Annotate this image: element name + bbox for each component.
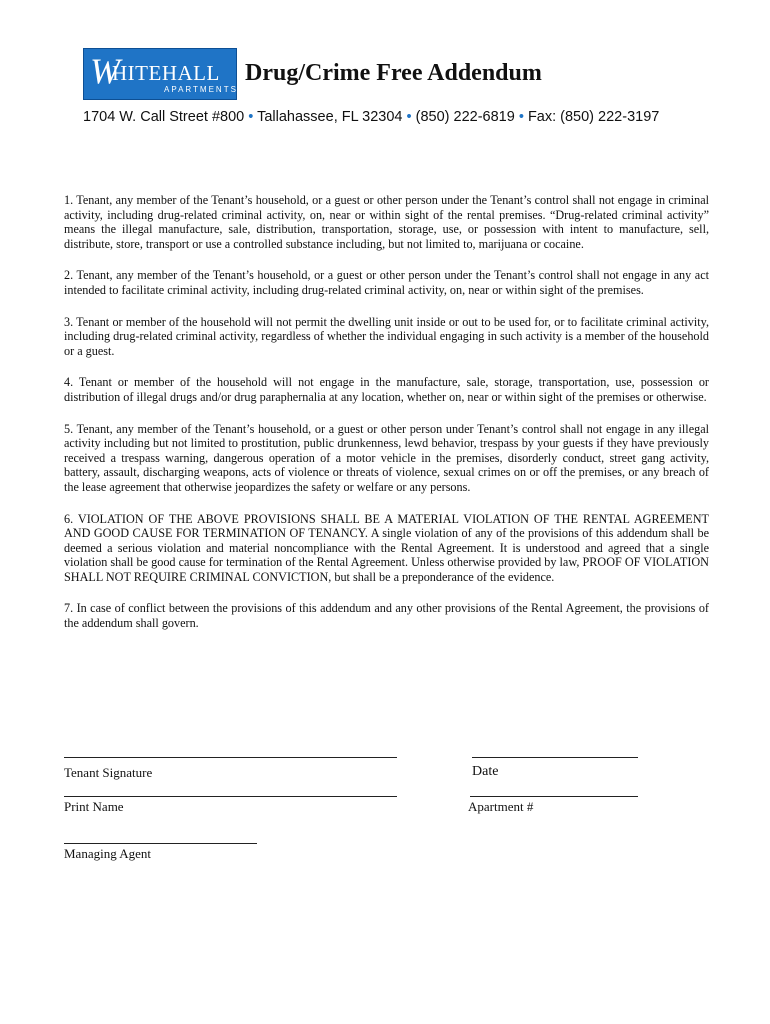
- clause-6: 6. VIOLATION OF THE ABOVE PROVISIONS SHALL BE A MATERIAL VIOLATION OF THE RENTAL AGREEMENT AND GOOD CAUSE FOR TERMINATION OF TENANCY. A single violation of any of the provisions of this addendum shall be deemed a serious violation and material noncompliance with the Rental Agreement. It is understood and agreed that a single violation shall be good cause for termination of the Rental Agreement. Unless otherwise provided by law, PROOF OF VIOLATION SHALL NOT REQUIRE CRIMINAL CONVICTION, but shall be a preponderance of the evidence.: [64, 511, 709, 584]
- apartment-label: Apartment #: [468, 799, 534, 814]
- address-fax: Fax: (850) 222-3197: [527, 109, 660, 125]
- address-city: Tallahassee, FL 32304: [257, 109, 403, 125]
- address-street: 1704 W. Call Street #800: [83, 109, 245, 125]
- tenant-signature-line[interactable]: [64, 757, 397, 758]
- whitehall-logo: [83, 48, 237, 100]
- document-title: Drug/Crime Free Addendum: [245, 60, 542, 86]
- clause-5: 5. Tenant, any member of the Tenant’s household, or a guest or other person under Tenant’s control shall not engage in any illegal activity including but not limited to prostitution, public drunkenness, lewd behavior, trespass by your guests if they have previously received a trespass warning, dangerous operation of a motor vehicle in the premises, disorderly conduct, street gang activity, battery, assault, discharging weapons, acts of violence or threats of violence, sexual crimes on or off the premises, or any breach of the lease agreement that otherwise jeopardizes the safety or welfare or any persons.: [64, 421, 709, 494]
- logo-initial: W: [90, 51, 120, 91]
- clause-4: 4. Tenant or member of the household will not engage in the manufacture, sale, storage, transportation, use, possession or distribution of illegal drugs and/or drug paraphernalia at any location, whether on, near or within sight of the premises or otherwise.: [64, 375, 709, 404]
- print-name-line[interactable]: [64, 796, 397, 797]
- logo-word: HITEHALL: [112, 61, 220, 85]
- clause-1: 1. Tenant, any member of the Tenant’s household, or a guest or other person under the Tenant’s control shall not engage in criminal activity, including drug-related criminal activity, on, near or within sight of the rental premises. “Drug-related criminal activity” means the illegal manufacture, sale, distribution, transportation, storage, use, or possession with intent to manufacture, sell, distribute, store, transport or use a controlled substance including, but not limited to, marijuana or cocaine.: [64, 193, 709, 251]
- date-label: Date: [472, 764, 499, 779]
- separator-dot: •: [248, 109, 254, 125]
- addendum-clauses: [64, 193, 709, 648]
- tenant-signature-label: Tenant Signature: [64, 765, 153, 780]
- separator-dot: •: [518, 109, 524, 125]
- clause-7: 7. In case of conflict between the provisions of this addendum and any other provisions of the Rental Agreement, the provisions of the addendum shall govern.: [64, 601, 709, 631]
- separator-dot: •: [406, 109, 412, 125]
- address-phone: (850) 222-6819: [415, 109, 515, 125]
- managing-agent-line[interactable]: [64, 843, 257, 844]
- clause-3: 3. Tenant or member of the household will not permit the dwelling unit inside or out to be used for, or to facilitate criminal activity, including drug-related criminal activity, regardless of whether the individual engaging in such activity is a member of the household or a guest.: [64, 314, 709, 358]
- logo-subtitle: APARTMENTS: [164, 85, 238, 94]
- print-name-label: Print Name: [64, 799, 124, 814]
- address-line: [83, 108, 659, 126]
- date-line[interactable]: [472, 757, 638, 758]
- apartment-line[interactable]: [470, 796, 638, 797]
- clause-2: 2. Tenant, any member of the Tenant’s household, or a guest or other person under the Tenant’s control shall not engage in any act intended to facilitate criminal activity, including drug-related criminal activity, on, near or within sight of the premises.: [64, 268, 709, 297]
- managing-agent-label: Managing Agent: [64, 846, 152, 861]
